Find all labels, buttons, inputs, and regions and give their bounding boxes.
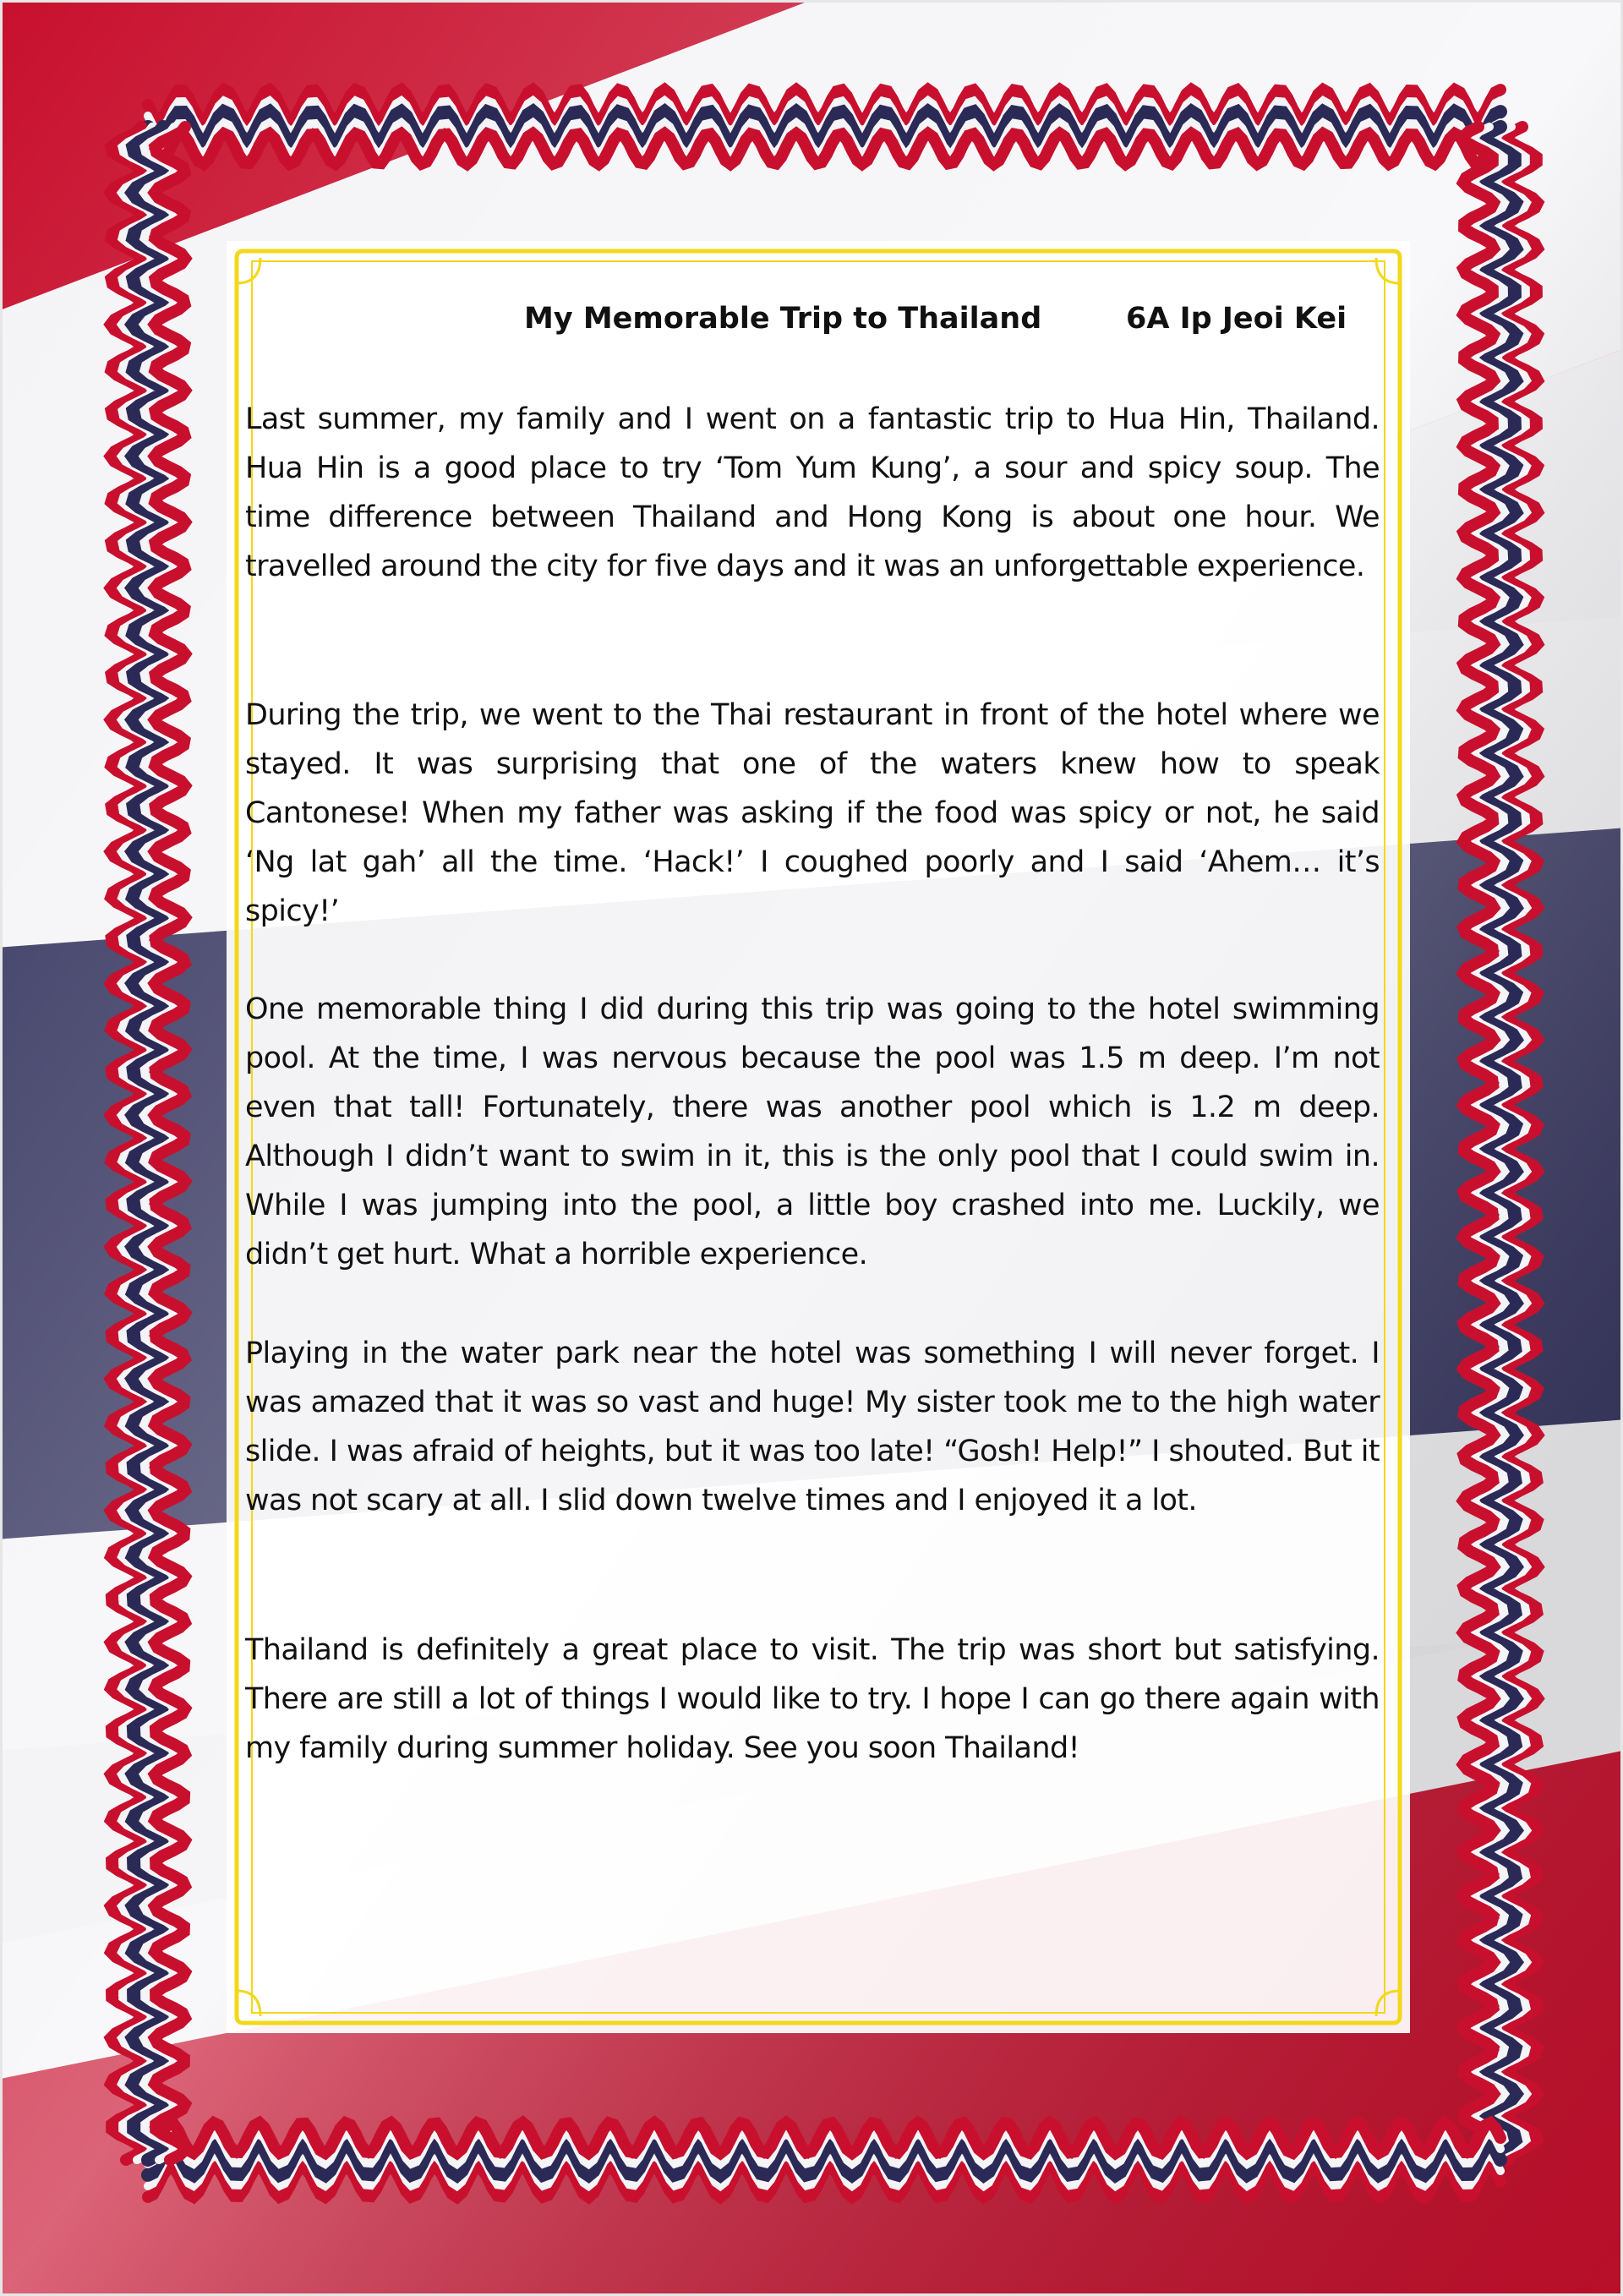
essay-title: My Memorable Trip to Thailand [524,302,1042,336]
paragraph-5: Thailand is definitely a great place to visit. The trip was short but satisfying. There are still a lot of things I would like to try. I hope I can go there again with my family during summer holiday. See you soon Thailand! [245,1633,1380,1765]
heading-row [245,302,1380,344]
paragraph-3: One memorable thing I did during this trip was going to the hotel swimming pool. At the time, I was nervous because the pool was 1.5 m deep. I’m not even that tall! Fortunately, there was another pool which is 1.2 m deep. Although I didn’t want to swim in it, this is the only pool that I could swim in. While I was jumping into the pool, a little boy crashed into me. Luckily, we didn’t get hurt. What a horrible experience. [245,992,1380,1271]
essay-paper [227,241,1410,2033]
author-name: 6A Ip Jeoi Kei [1126,302,1347,336]
paragraph-4: Playing in the water park near the hotel was something I will never forget. I was amazed that it was so vast and huge! My sister took me to the high water slide. I was afraid of heights, but it was too late! “Gosh! Help!” I shouted. But it was not scary at all. I slid down twelve times and I enjoyed it a lot. [245,1337,1380,1517]
paragraph-1: Last summer, my family and I went on a fantastic trip to Hua Hin, Thailand. Hua Hin is a good place to try ‘Tom Yum Kung’, a sour and spicy soup. The time difference between Thailand and Hong Kong is about one hour. We travelled around the city for five days and it was an unforgettable experience. [245,402,1380,583]
paragraph-2: During the trip, we went to the Thai restaurant in front of the hotel where we stayed. It was surprising that one of the waters knew how to speak Cantonese! When my father was asking if the food was spicy or not, he said ‘Ng lat gah’ all the time. ‘Hack!’ I coughed poorly and I said ‘Ahem… it’s spicy!’ [245,698,1380,928]
